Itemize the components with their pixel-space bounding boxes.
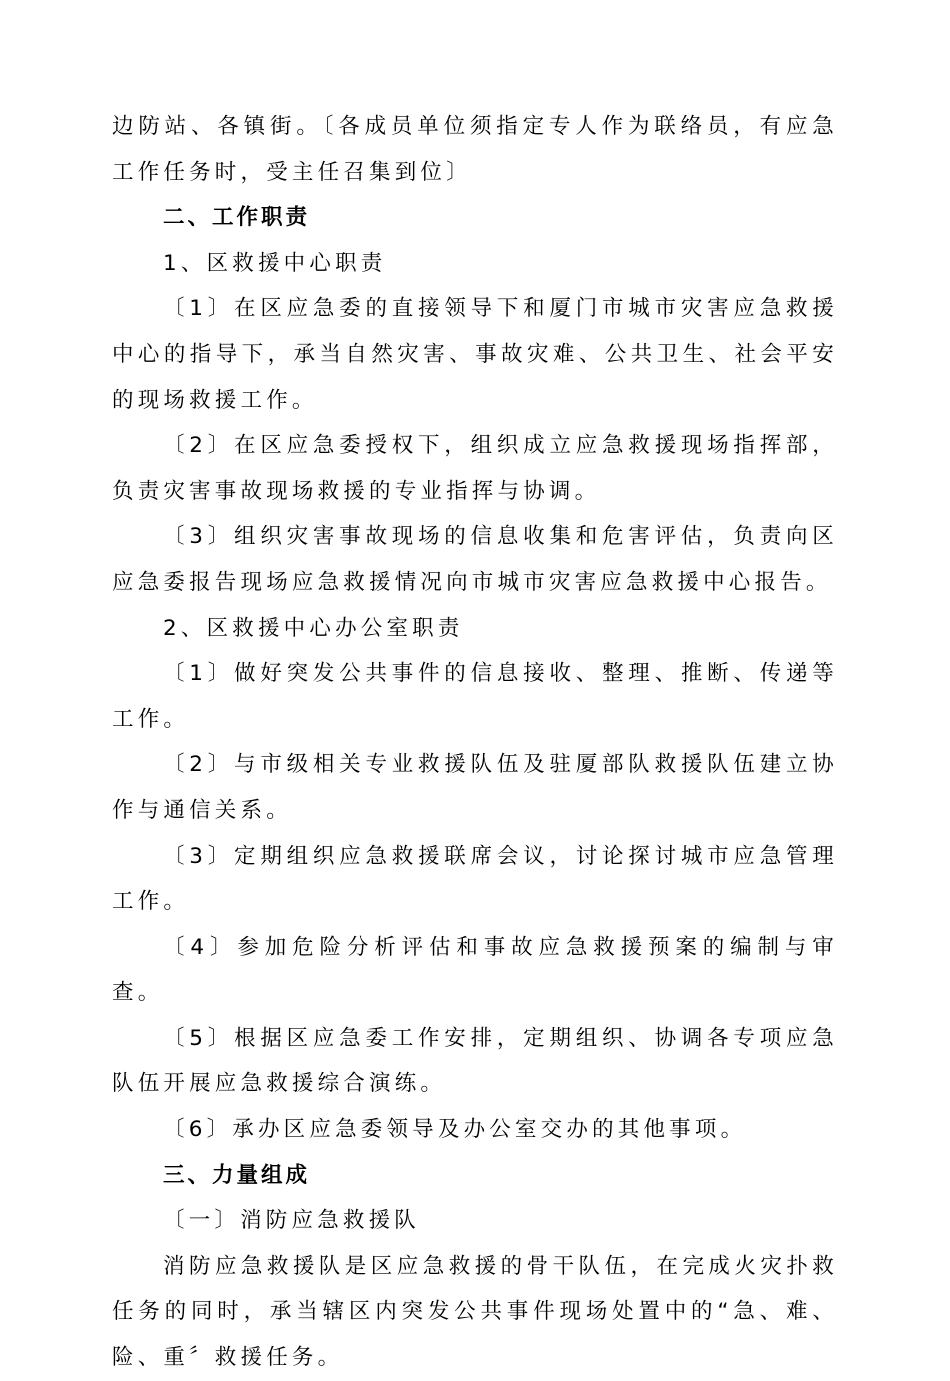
office-duty-item-5: 〔5〕根据区应急委工作安排，定期组织、协调各专项应急队伍开展应急救援综合演练。 [112, 1025, 838, 1097]
office-duty-item-3: 〔3〕定期组织应急救援联席会议，讨论探讨城市应急管理工作。 [112, 843, 838, 915]
office-duty-item-1: 〔1〕做好突发公共事件的信息接收、整理、推断、传递等工作。 [112, 661, 838, 732]
duty-item-3: 〔3〕组织灾害事故现场的信息收集和危害评估，负责向区应急委报告现场应急救援情况向市城市灾害应急救援中心报告。 [112, 524, 838, 595]
section-heading-work-duties: 二、工作职责 [163, 205, 311, 231]
paragraph-continuation: 边防站、各镇街。〔各成员单位须指定专人作为联络员，有应急工作任务时，受主任召集到位〕 [112, 114, 838, 185]
office-duty-item-4: 〔4〕参加危险分析评估和事故应急救援预案的编制与审查。 [112, 934, 838, 1006]
duty-item-2: 〔2〕在区应急委授权下，组织成立应急救援现场指挥部，负责灾害事故现场救援的专业指挥与协调。 [112, 433, 838, 504]
paragraph-fire-rescue-team: 消防应急救援队是区应急救援的骨干队伍，在完成火灾扑救任务的同时，承当辖区内突发公共事件现场处置中的“急、难、险、重〞救援任务。 [112, 1253, 838, 1371]
office-duty-item-2: 〔2〕与市级相关专业救援队伍及驻厦部队救援队伍建立协作与通信关系。 [112, 752, 838, 823]
subheading-office-duties: 2、区救援中心办公室职责 [163, 615, 464, 641]
document-page [112, 104, 838, 1381]
subheading-fire-rescue-team: 〔一〕消防应急救援队 [163, 1208, 421, 1234]
section-heading-force-composition: 三、力量组成 [163, 1162, 311, 1188]
duty-item-1: 〔1〕在区应急委的直接领导下和厦门市城市灾害应急救援中心的指导下，承当自然灾害、事故灾难、公共卫生、社会平安的现场救援工作。 [112, 296, 838, 413]
subheading-center-duties: 1、区救援中心职责 [163, 250, 387, 276]
office-duty-item-6: 〔6〕承办区应急委领导及办公室交办的其他事项。 [163, 1117, 747, 1143]
